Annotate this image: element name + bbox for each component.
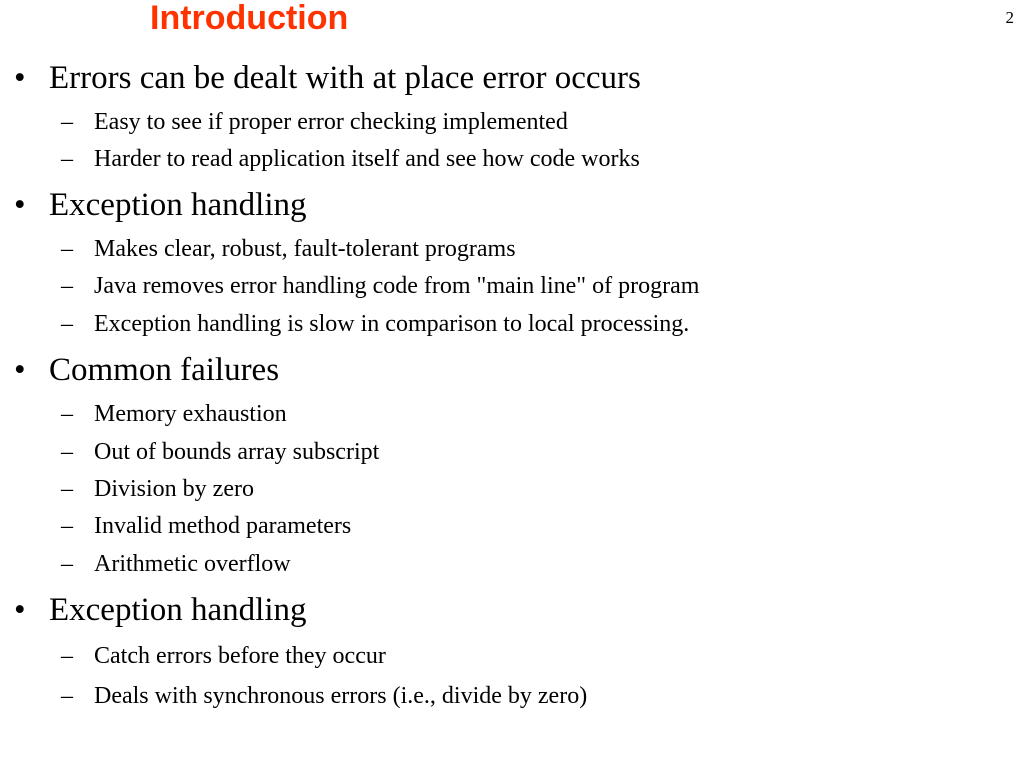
sub-bullet bbox=[61, 550, 291, 578]
dash-icon: – bbox=[61, 513, 73, 539]
sub-bullet-text: Exception handling is slow in comparison to local processing. bbox=[94, 311, 690, 337]
dash-icon: – bbox=[61, 401, 73, 427]
bullet-heading bbox=[14, 351, 279, 389]
sub-bullet bbox=[61, 438, 379, 466]
bullet-icon: • bbox=[14, 352, 26, 388]
bullet-icon: • bbox=[14, 592, 26, 628]
sub-bullet-text: Division by zero bbox=[94, 476, 254, 502]
sub-bullet-text: Catch errors before they occur bbox=[94, 643, 386, 669]
bullet-heading bbox=[14, 186, 307, 224]
sub-bullet-text: Deals with synchronous errors (i.e., divide by zero) bbox=[94, 683, 588, 709]
bullet-heading bbox=[14, 591, 307, 629]
sub-bullet-text: Makes clear, robust, fault-tolerant programs bbox=[94, 236, 516, 262]
sub-bullet-text: Java removes error handling code from "main line" of program bbox=[94, 273, 700, 299]
sub-bullet-text: Easy to see if proper error checking implemented bbox=[94, 109, 568, 135]
sub-bullet-text: Harder to read application itself and see how code works bbox=[94, 146, 640, 172]
bullet-icon: • bbox=[14, 60, 26, 96]
dash-icon: – bbox=[61, 551, 73, 577]
dash-icon: – bbox=[61, 109, 73, 135]
sub-bullet bbox=[61, 145, 640, 173]
sub-bullet bbox=[61, 475, 254, 503]
page-number: 2 bbox=[1005, 8, 1014, 27]
dash-icon: – bbox=[61, 476, 73, 502]
sub-bullet bbox=[61, 512, 351, 540]
dash-icon: – bbox=[61, 439, 73, 465]
bullet-heading bbox=[14, 59, 641, 97]
sub-bullet-text: Memory exhaustion bbox=[94, 401, 287, 427]
sub-bullet-text: Arithmetic overflow bbox=[94, 551, 291, 577]
sub-bullet bbox=[61, 310, 689, 338]
slide-title: Introduction bbox=[150, 0, 349, 37]
bullet-text: Errors can be dealt with at place error occurs bbox=[49, 60, 641, 96]
sub-bullet-text: Out of bounds array subscript bbox=[94, 439, 380, 465]
dash-icon: – bbox=[61, 236, 73, 262]
bullet-text: Exception handling bbox=[49, 592, 307, 628]
bullet-text: Exception handling bbox=[49, 187, 307, 223]
dash-icon: – bbox=[61, 146, 73, 172]
sub-bullet bbox=[61, 272, 699, 300]
sub-bullet bbox=[61, 235, 516, 263]
dash-icon: – bbox=[61, 311, 73, 337]
dash-icon: – bbox=[61, 273, 73, 299]
sub-bullet bbox=[61, 400, 287, 428]
dash-icon: – bbox=[61, 683, 73, 709]
dash-icon: – bbox=[61, 643, 73, 669]
bullet-icon: • bbox=[14, 187, 26, 223]
sub-bullet bbox=[61, 682, 587, 710]
sub-bullet-text: Invalid method parameters bbox=[94, 513, 352, 539]
sub-bullet bbox=[61, 108, 568, 136]
sub-bullet bbox=[61, 642, 386, 670]
bullet-text: Common failures bbox=[49, 352, 280, 388]
